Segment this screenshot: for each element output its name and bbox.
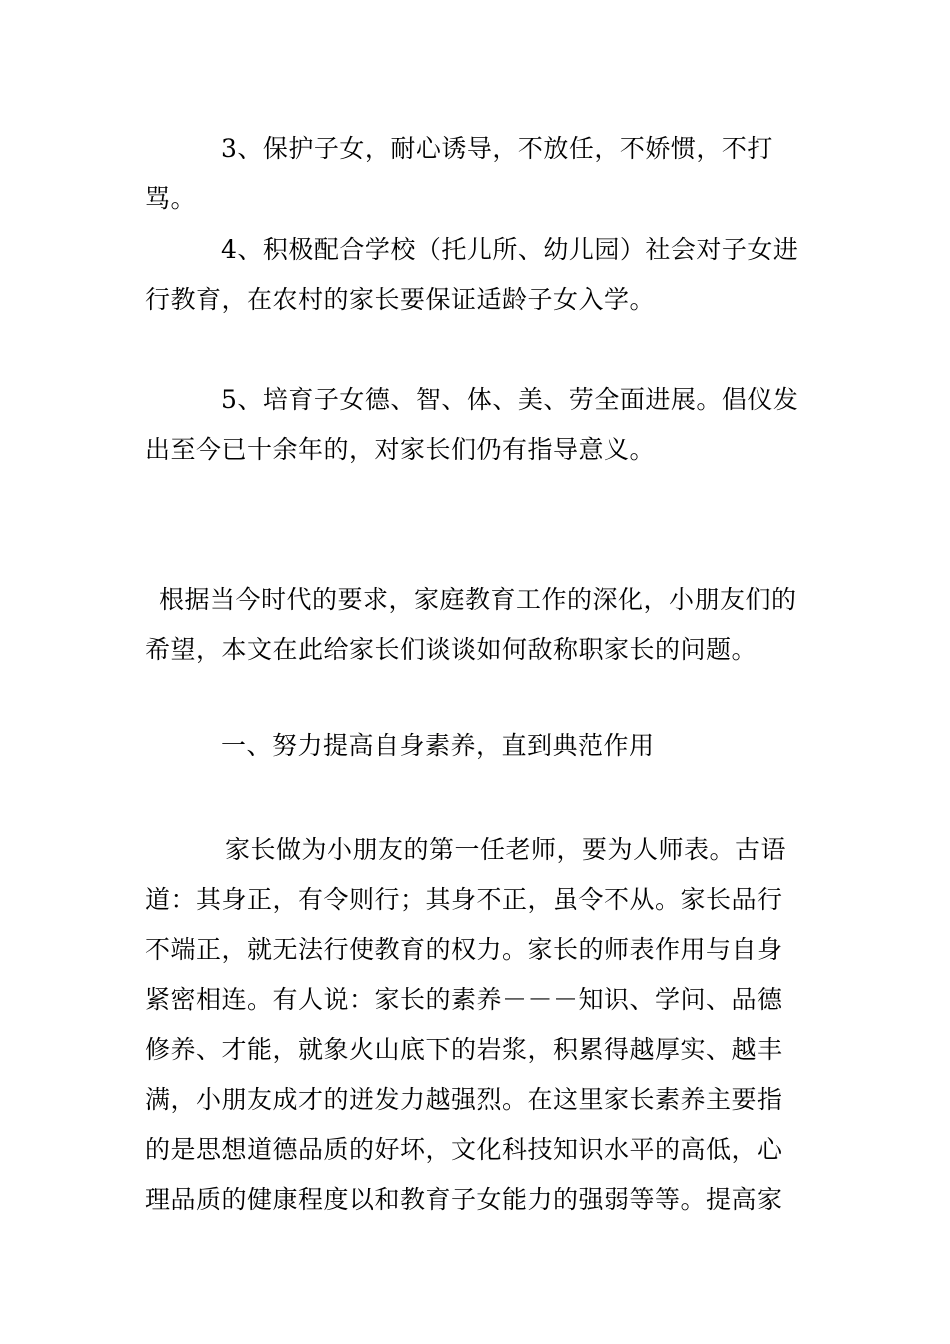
paragraph-item-5: 5、培育子女德、智、体、美、劳全面进展。倡仪发出至今已十余年的，对家长们仍有指导意义。 (145, 385, 799, 464)
paragraph-intro: 根据当今时代的要求，家庭教育工作的深化，小朋友们的希望，本文在此给家长们谈谈如何敌称职家长的问题。 (145, 585, 797, 664)
section-heading: 一、努力提高自身素养，直到典范作用 (221, 731, 655, 760)
paragraph-item-4: 4、积极配合学校（托儿所、幼儿园）社会对子女进行教育，在农村的家长要保证适龄子女入学。 (145, 235, 799, 314)
paragraph-body: 家长做为小朋友的第一任老师，要为人师表。古语道：其身正，有令则行；其身不正，虽令不从。家长品行不端正，就无法行使教育的权力。家长的师表作用与自身紧密相连。有人说：家长的素养－－－知识、学问、品德修养、才能，就象火山底下的岩浆，积累得越厚实、越丰满，小朋友成才的迸发力越强烈。在这里家长素养主要指的是思想道德品质的好坏，文化科技知识水平的高低，心理品质的健康程度以和教育子女能力的强弱等等。提高家 (145, 835, 787, 1214)
paragraph-item-3: 3、保护子女，耐心诱导，不放任，不娇惯，不打骂。 (145, 134, 773, 213)
